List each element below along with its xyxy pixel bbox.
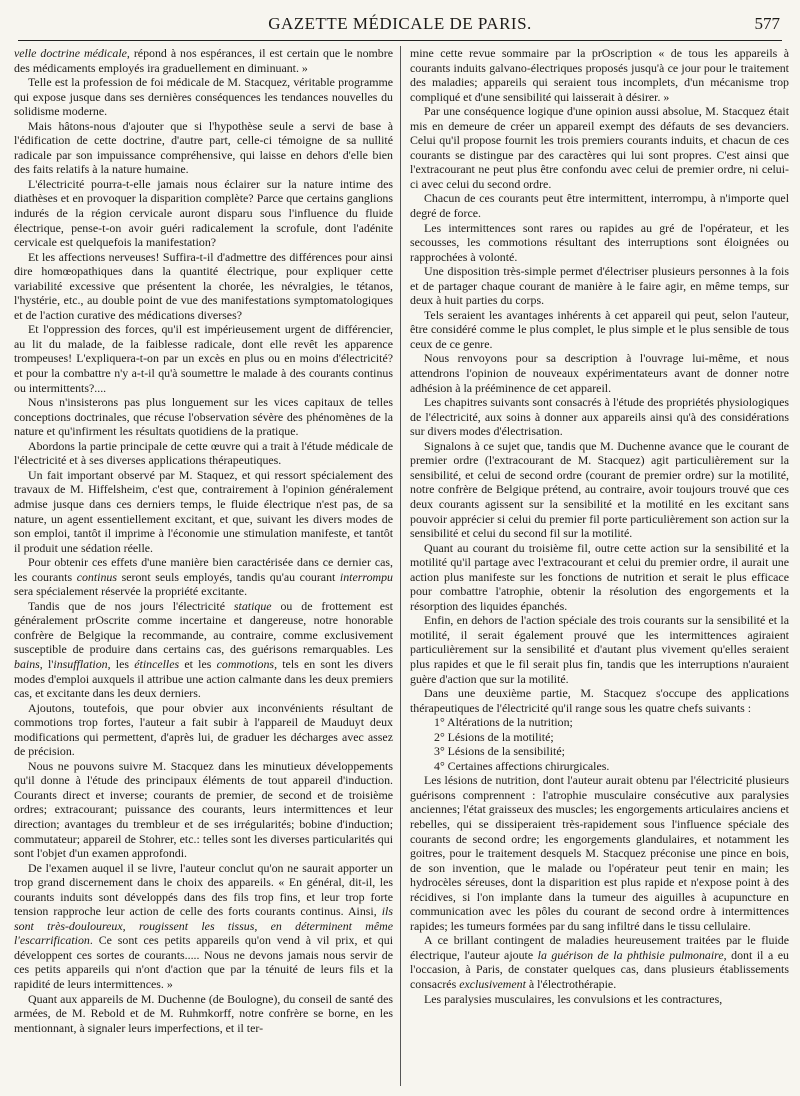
text-run: seront seuls employés, tandis qu'au courant — [117, 569, 340, 584]
page-number: 577 — [754, 14, 780, 33]
italic-run: interrompu — [339, 569, 393, 584]
paragraph — [410, 264, 789, 308]
text-run: Un fait important observé par M. Staquez, et qui ressort spécialement des travaux de M. Hiffelsheim, c'est que, contrairement à l'opinion généralement admise jusque dans ces derniers temps, le fluide électrique n'est pas, de sa nature, un agent essentiellement excitant, et que, suivant les divers modes de son emploi, tantôt il imprime à l'économie une stimulation manifeste, et tantôt il produit une sédation réelle. — [14, 467, 393, 555]
paragraph — [14, 759, 393, 861]
paragraph — [14, 861, 393, 992]
paragraph — [14, 322, 393, 395]
text-run: Une disposition très-simple permet d'électriser plusieurs personnes à la fois et de partager chaque courant de manière à le faire agir, en même temps, sur deux à huit parties du corps. — [410, 264, 789, 308]
text-run: , tels en sont les divers modes d'emploi auxquels il attribue une action calmante dans les deux premiers cas, et excitante dans les deux derniers. — [14, 656, 393, 701]
paragraph — [14, 75, 393, 119]
italic-run: bains — [14, 656, 40, 671]
text-run: Nous n'insisterons pas plus longuement sur les vices capitaux de telles conceptions doctrinales, que récuse l'observation sévère des phénomènes de la nature et qu'infirment les résultats quotidiens de la pratique. — [14, 395, 393, 439]
right-column-lower — [410, 773, 789, 1006]
paragraph — [410, 191, 789, 220]
paragraph — [410, 541, 789, 614]
paragraph — [410, 439, 789, 541]
text-run: Tandis que de nos jours l'électricité — [28, 598, 234, 613]
text-run: Les intermittences sont rares ou rapides au gré de l'opérateur, et les secousses, les commotions résultant des interruptions sont éloignées ou rapprochées à volonté. — [410, 220, 789, 264]
paragraph — [410, 686, 789, 715]
text-run: Signalons à ce sujet que, tandis que M. Duchenne avance que le courant de premier ordre (l'extracourant de M. Stacquez) agit particulièrement sur la sensibilité, et celui de second ordre (courant de premier ordre) sur la motilité, notre confrère de Belgique prétend, au contraire, avoir toujours trouvé que ces deux courants agissent sur la sensibilité et la motilité en les excitant sans pouvoir apprécier si celui du premier fil porte particulièrement son action sur la sensibilité et celui du second fil sur la motilité. — [410, 438, 789, 541]
text-run: , l' — [39, 656, 54, 671]
paragraph — [14, 177, 393, 250]
text-run: ou de frottement est généralement prOscrite comme incertaine et dangereuse, notre honorable confrère de Belgique la recommande, au contraire, comme exclusivement susceptible de produire dans certains cas, des guérisons remarquables. Les — [14, 598, 393, 657]
paragraph — [14, 701, 393, 759]
paragraph — [410, 613, 789, 686]
paragraph — [14, 599, 393, 701]
text-run: Et l'oppression des forces, qu'il est impérieusement urgent de différencier, au lit du malade, de la faiblesse radicale, dont elle revêt les apparence trompeuses! L'expliquera-t-on par un excès en plus ou en moins d'électricité? et pour la combattre n'y a-t-il qu'à soumettre le malade à des courants continus ou intermittents?.... — [14, 322, 393, 395]
italic-run: la guérison de la phthisie pulmonaire — [537, 947, 724, 962]
text-run: Quant aux appareils de M. Duchenne (de Boulogne), du conseil de santé des armées, de M. Rebold et de M. Ruhmkorff, notre confrère se borne, en les mentionnant, à signaler leurs imperfections, et il ter- — [14, 991, 393, 1035]
paragraph — [14, 992, 393, 1036]
text-run: Nous renvoyons pour sa description à l'ouvrage lui-même, et nous attendrons l'opinion de nouveaux expérimentateurs avant de donner notre adhésion à la prééminence de cet appareil. — [410, 351, 789, 395]
text-run: Nous ne pouvons suivre M. Stacquez dans les minutieux développements qu'il donne à l'étude des principaux éléments de tout appareil d'induction. Courants direct et inverse; courants de premier, de second et de troisième ordres; extracourant; puissance des courants, leurs intermittences et leur direction; avantages du trembleur et de ses irrégularités; bobine d'induction; commutateur; appareil de Stohrer, etc.: telles sont les diverses particularités qui sont l'objet d'un examen approfondi. — [14, 758, 393, 861]
text-run: et les — [179, 656, 217, 671]
paragraph — [410, 351, 789, 395]
text-run: mine cette revue sommaire par la prOscription « de tous les appareils à courants induits galvano-électriques proposés jusqu'à ce jour pour le traitement des maladies; appareils qui seraient tous incomplets, d'un mécanisme trop compliqué et d'une sensibilité qui laisserait à désirer. » — [410, 46, 789, 104]
column-divider — [400, 46, 401, 1086]
paragraph — [14, 468, 393, 555]
paragraph — [410, 46, 789, 104]
text-run: Les paralysies musculaires, les convulsions et les contractures, — [424, 991, 723, 1006]
text-run: Quant au courant du troisième fil, outre cette action sur la sensibilité et la motilité qu'il partage avec l'extracourant et celui du premier ordre, il aurait une action plus manifeste sur les fonctions de nutrition et serait le plus efficace pour combattre l'atrophie, obtenir la résolution des engorgements et la résorption des liquides épanchés. — [410, 540, 789, 613]
paragraph — [410, 773, 789, 933]
text-run: Les chapitres suivants sont consacrés à l'étude des propriétés physiologiques de l'électricité, aux soins à donner aux appareils ainsi qu'à des considérations sur divers modes d'électrisation. — [410, 395, 789, 439]
paragraph — [410, 221, 789, 265]
text-run: L'électricité pourra-t-elle jamais nous éclairer sur la nature intime des diathèses et en provoquer la disparition complète? Parce que certains ganglions indurés de la région cervicale auront disparu sous l'influence du fluide électrique, pense-t-on avoir guéri radicalement la scrofule, dont l'adénite cervicale est quelquefois la manifestation? — [14, 176, 393, 250]
list-item: 3° Lésions de la sensibilité; — [434, 744, 565, 759]
paragraph — [410, 104, 789, 191]
paragraph — [14, 119, 393, 177]
text-run: De l'examen auquel il se livre, l'auteur conclut qu'on ne saurait apporter un trop grand discernement dans le choix des appareils. « En général, dit-il, les courants induits sont développés dans des fils trop fins, et leur trop forte tension rapproche leur action de celle des forts courants continus. Ainsi, — [14, 860, 393, 919]
running-header — [18, 12, 782, 41]
text-run: Par une conséquence logique d'une opinion aussi absolue, M. Stacquez était mis en demeure de créer un appareil exempt des défauts de ses devanciers. Celui qu'il propose fournit les trois premiers courants induits, et chacun de ces courants se distingue par des caractères qui lui sont propres. C'est ainsi que l'extracourant ne peut plus être confondu avec celui de premier ordre, ni celui-ci avec celui du second ordre. — [410, 104, 789, 191]
paragraph — [410, 395, 789, 439]
text-run: Abordons la partie principale de cette œuvre qui a trait à l'étude médicale de l'électricité et à ses diverses applications thérapeutiques. — [14, 438, 393, 468]
italic-run: exclusivement — [459, 977, 526, 991]
text-run: , répond à nos espérances, il est certain que le nombre des médicaments employés ira graduellement en diminuant. » — [14, 46, 393, 75]
italic-run: étincelles — [134, 656, 180, 671]
right-column-upper — [410, 46, 789, 715]
text-run: Pour obtenir ces effets d'une manière bien caractérisée dans ce dernier cas, les courants — [14, 555, 393, 584]
left-column — [14, 46, 393, 1035]
paragraph — [410, 992, 789, 1007]
italic-run: continus — [76, 569, 117, 584]
text-run: Les lésions de nutrition, dont l'auteur aurait obtenu par l'électricité plusieurs guérisons comprennent : l'atrophie musculaire consécutive aux paralysies anciennes; l'état graisseux des muscles; les engorgements articulaires anciens et rebelles, qui se dissiperaient très-rapidement sous l'influence spéciale des courants de second ordre; les engorgements glandulaires, et notamment les goitres, pour le traitement desquels M. Stacquez préconise une pince en bois, de son invention, que le malade ou l'opérateur peut tenir en main; les hydrocèles séreuses, dont la disparition est plus rapide et n'expose point à des récidives, si l'on implante dans la tumeur des aiguilles à acupuncture en communication avec les pôles du courant de second ordre à intermittences rapides; les tumeurs formées par du sang infiltré dans le tissu cellulaire. — [410, 773, 789, 933]
text-run: Tels seraient les avantages inhérents à cet appareil qui peut, selon l'auteur, être considéré comme le plus complet, le plus simple et le plus sensible de tous ceux de ce genre. — [410, 307, 789, 351]
paragraph — [14, 46, 393, 75]
text-run: , les — [107, 656, 135, 671]
text-run: Dans une deuxième partie, M. Stacquez s'occupe des applications thérapeutiques de l'électricité qu'il range sous les quatre chefs suivants : — [410, 686, 789, 715]
chefs-list — [410, 715, 789, 773]
italic-run: statique — [233, 598, 272, 613]
text-run: . Ce sont ces petits appareils qu'on vend à vil prix, et qui développent ces sortes de courants..... Nous ne devons jamais nous servir de ces petits appareils qui n'ont d'action que par la ténuité de leurs fils et la rapidité de leurs intermittences. » — [14, 933, 393, 991]
paragraph — [410, 933, 789, 991]
text-run: à l'électrothérapie. — [525, 977, 617, 991]
text-run: Et les affections nerveuses! Suffira-t-il d'admettre des différences pour ainsi dire homœopathiques dans la quantité électrique, pour expliquer cette variabilité excessive que présentent la chorée, les névralgies, le tétanos, l'hystérie, etc., au double point de vue des manifestations symptomatologiques et de l'action curative des médications diverses? — [14, 249, 393, 322]
paragraph — [14, 439, 393, 468]
list-item: 4° Certaines affections chirurgicales. — [434, 758, 610, 773]
italic-run: commotions — [216, 656, 275, 671]
paragraph — [410, 308, 789, 352]
text-run: sera spécialement réservée la propriété excitante. — [14, 584, 248, 599]
journal-title: GAZETTE MÉDICALE DE PARIS. — [268, 14, 532, 33]
paragraph — [14, 395, 393, 439]
text-run: Ajoutons, toutefois, que pour obvier aux inconvénients résultant de commotions trop fortes, l'auteur a fait subir à l'appareil de Mauduyt deux modifications qui permettent, d'après lui, de graduer les décharges avec assez de précision. — [14, 700, 393, 759]
italic-run: insufflation — [53, 656, 108, 671]
text-run: Enfin, en dehors de l'action spéciale des trois courants sur la sensibilité et la motilité, il serait également prouvé que les intermittences agiraient particulièrement sur la sensibilité et d'autant plus vivement qu'elles seraient plus rapides et que le fil serait plus fin, tandis que les interruptions n'auraient guère d'action que sur la motilité. — [410, 613, 789, 686]
paragraph — [14, 250, 393, 323]
italic-run: velle doctrine médicale — [14, 46, 127, 60]
text-run: Mais hâtons-nous d'ajouter que si l'hypothèse seule a servi de base à l'édification de cette doctrine, d'autre part, celle-ci témoigne de sa nullité radicale par son impuissance compréhensive, qui laisse en dehors d'elle bien des faits relatifs à la nature humaine. — [14, 118, 393, 177]
italic-run: ils sont très-douloureux, rougissent les tissus, en déterminent même l'escarrification — [14, 904, 393, 948]
paragraph — [14, 555, 393, 599]
list-item: 1° Altérations de la nutrition; — [434, 715, 573, 730]
list-item: 2° Lésions de la motilité; — [434, 729, 554, 744]
text-run: , dont il a eu l'occasion, à Paris, de constater quelques cas, dans plusieurs établissements consacrés — [410, 947, 789, 991]
right-column — [410, 46, 789, 1006]
text-run: Telle est la profession de foi médicale de M. Stacquez, véritable programme qui expose jusque dans ses dernières conséquences les tendances nouvelles du solidisme moderne. — [14, 75, 393, 119]
text-run: A ce brillant contingent de maladies heureusement traitées par le fluide électrique, l'auteur ajoute — [410, 933, 789, 962]
text-run: Chacun de ces courants peut être intermittent, interrompu, à n'importe quel degré de force. — [410, 191, 789, 221]
